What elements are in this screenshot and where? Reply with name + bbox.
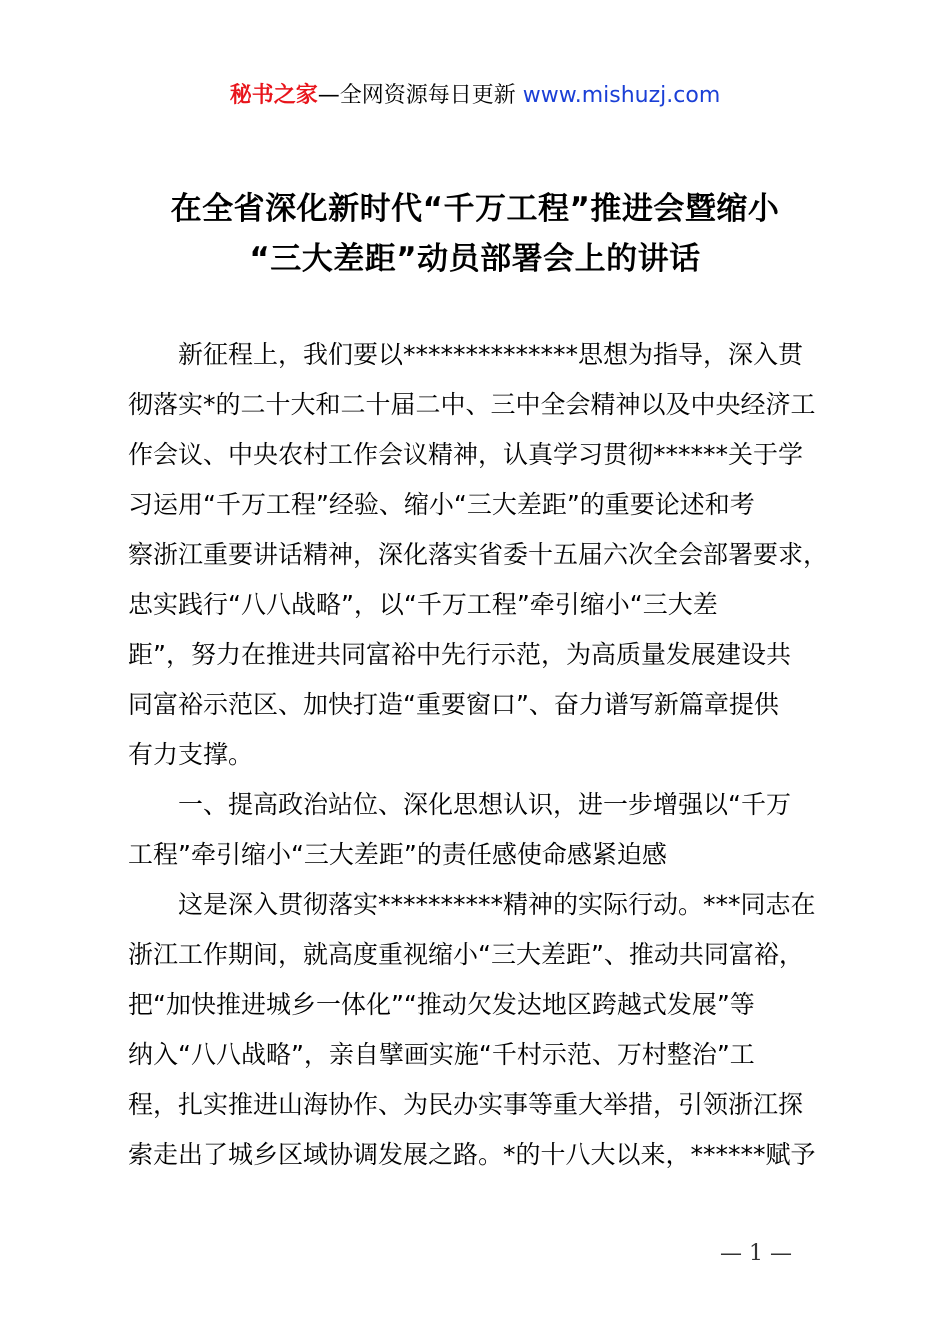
- text-line: 新征程上，我们要以**************思想为指导，深入贯: [178, 340, 804, 369]
- site-header: [0, 80, 950, 112]
- text-line: 把“加快推进城乡一体化”“推动欠发达地区跨越式发展”等: [128, 990, 755, 1019]
- text-line: 这是深入贯彻落实**********精神的实际行动。***同志在: [178, 890, 816, 919]
- text-line: 浙江工作期间，就高度重视缩小“三大差距”、推动共同富裕，: [128, 940, 804, 969]
- paragraph-section-1: [128, 880, 838, 1180]
- text-line: 索走出了城乡区域协调发展之路。*的十八大以来，******赋予: [128, 1140, 816, 1169]
- title-line: 在全省深化新时代“千万工程”推进会暨缩小: [170, 191, 780, 227]
- page-number: — 1 —: [720, 1241, 792, 1266]
- site-url-link[interactable]: www.mishuzj.com: [522, 83, 721, 108]
- paragraph-intro: [128, 330, 838, 780]
- heading-line: 工程”牵引缩小“三大差距”的责任感使命感紧迫感: [128, 840, 667, 869]
- text-line: 彻落实*的二十大和二十届二中、三中全会精神以及中央经济工: [128, 390, 816, 419]
- text-line: 作会议、中央农村工作会议精神，认真学习贯彻******关于学: [128, 440, 804, 469]
- brand-name: 秘书之家: [229, 83, 318, 108]
- text-line: 习运用“千万工程”经验、缩小“三大差距”的重要论述和考: [128, 490, 755, 519]
- section-heading-1: [128, 780, 838, 880]
- text-line: 忠实践行“八八战略”，以“千万工程”牵引缩小“三大差: [128, 590, 718, 619]
- text-line: 距”，努力在推进共同富裕中先行示范，为高质量发展建设共: [128, 640, 791, 669]
- text-line: 同富裕示范区、加快打造“重要窗口”、奋力谱写新篇章提供: [128, 690, 779, 719]
- text-line: 察浙江重要讲话精神，深化落实省委十五届六次全会部署要求，: [128, 540, 829, 569]
- document-title: [60, 184, 890, 284]
- text-line: 有力支撑。: [128, 740, 254, 769]
- title-line: “三大差距”动员部署会上的讲话: [249, 241, 701, 277]
- text-line: 程，扎实推进山海协作、为民办实事等重大举措，引领浙江探: [128, 1090, 804, 1119]
- text-line: 纳入“八八战略”，亲自擘画实施“千村示范、万村整治”工: [128, 1040, 755, 1069]
- heading-line: 一、提高政治站位、深化思想认识，进一步增强以“千万: [178, 790, 791, 819]
- header-tagline: —全网资源每日更新: [317, 83, 516, 108]
- document-body: [128, 330, 838, 1180]
